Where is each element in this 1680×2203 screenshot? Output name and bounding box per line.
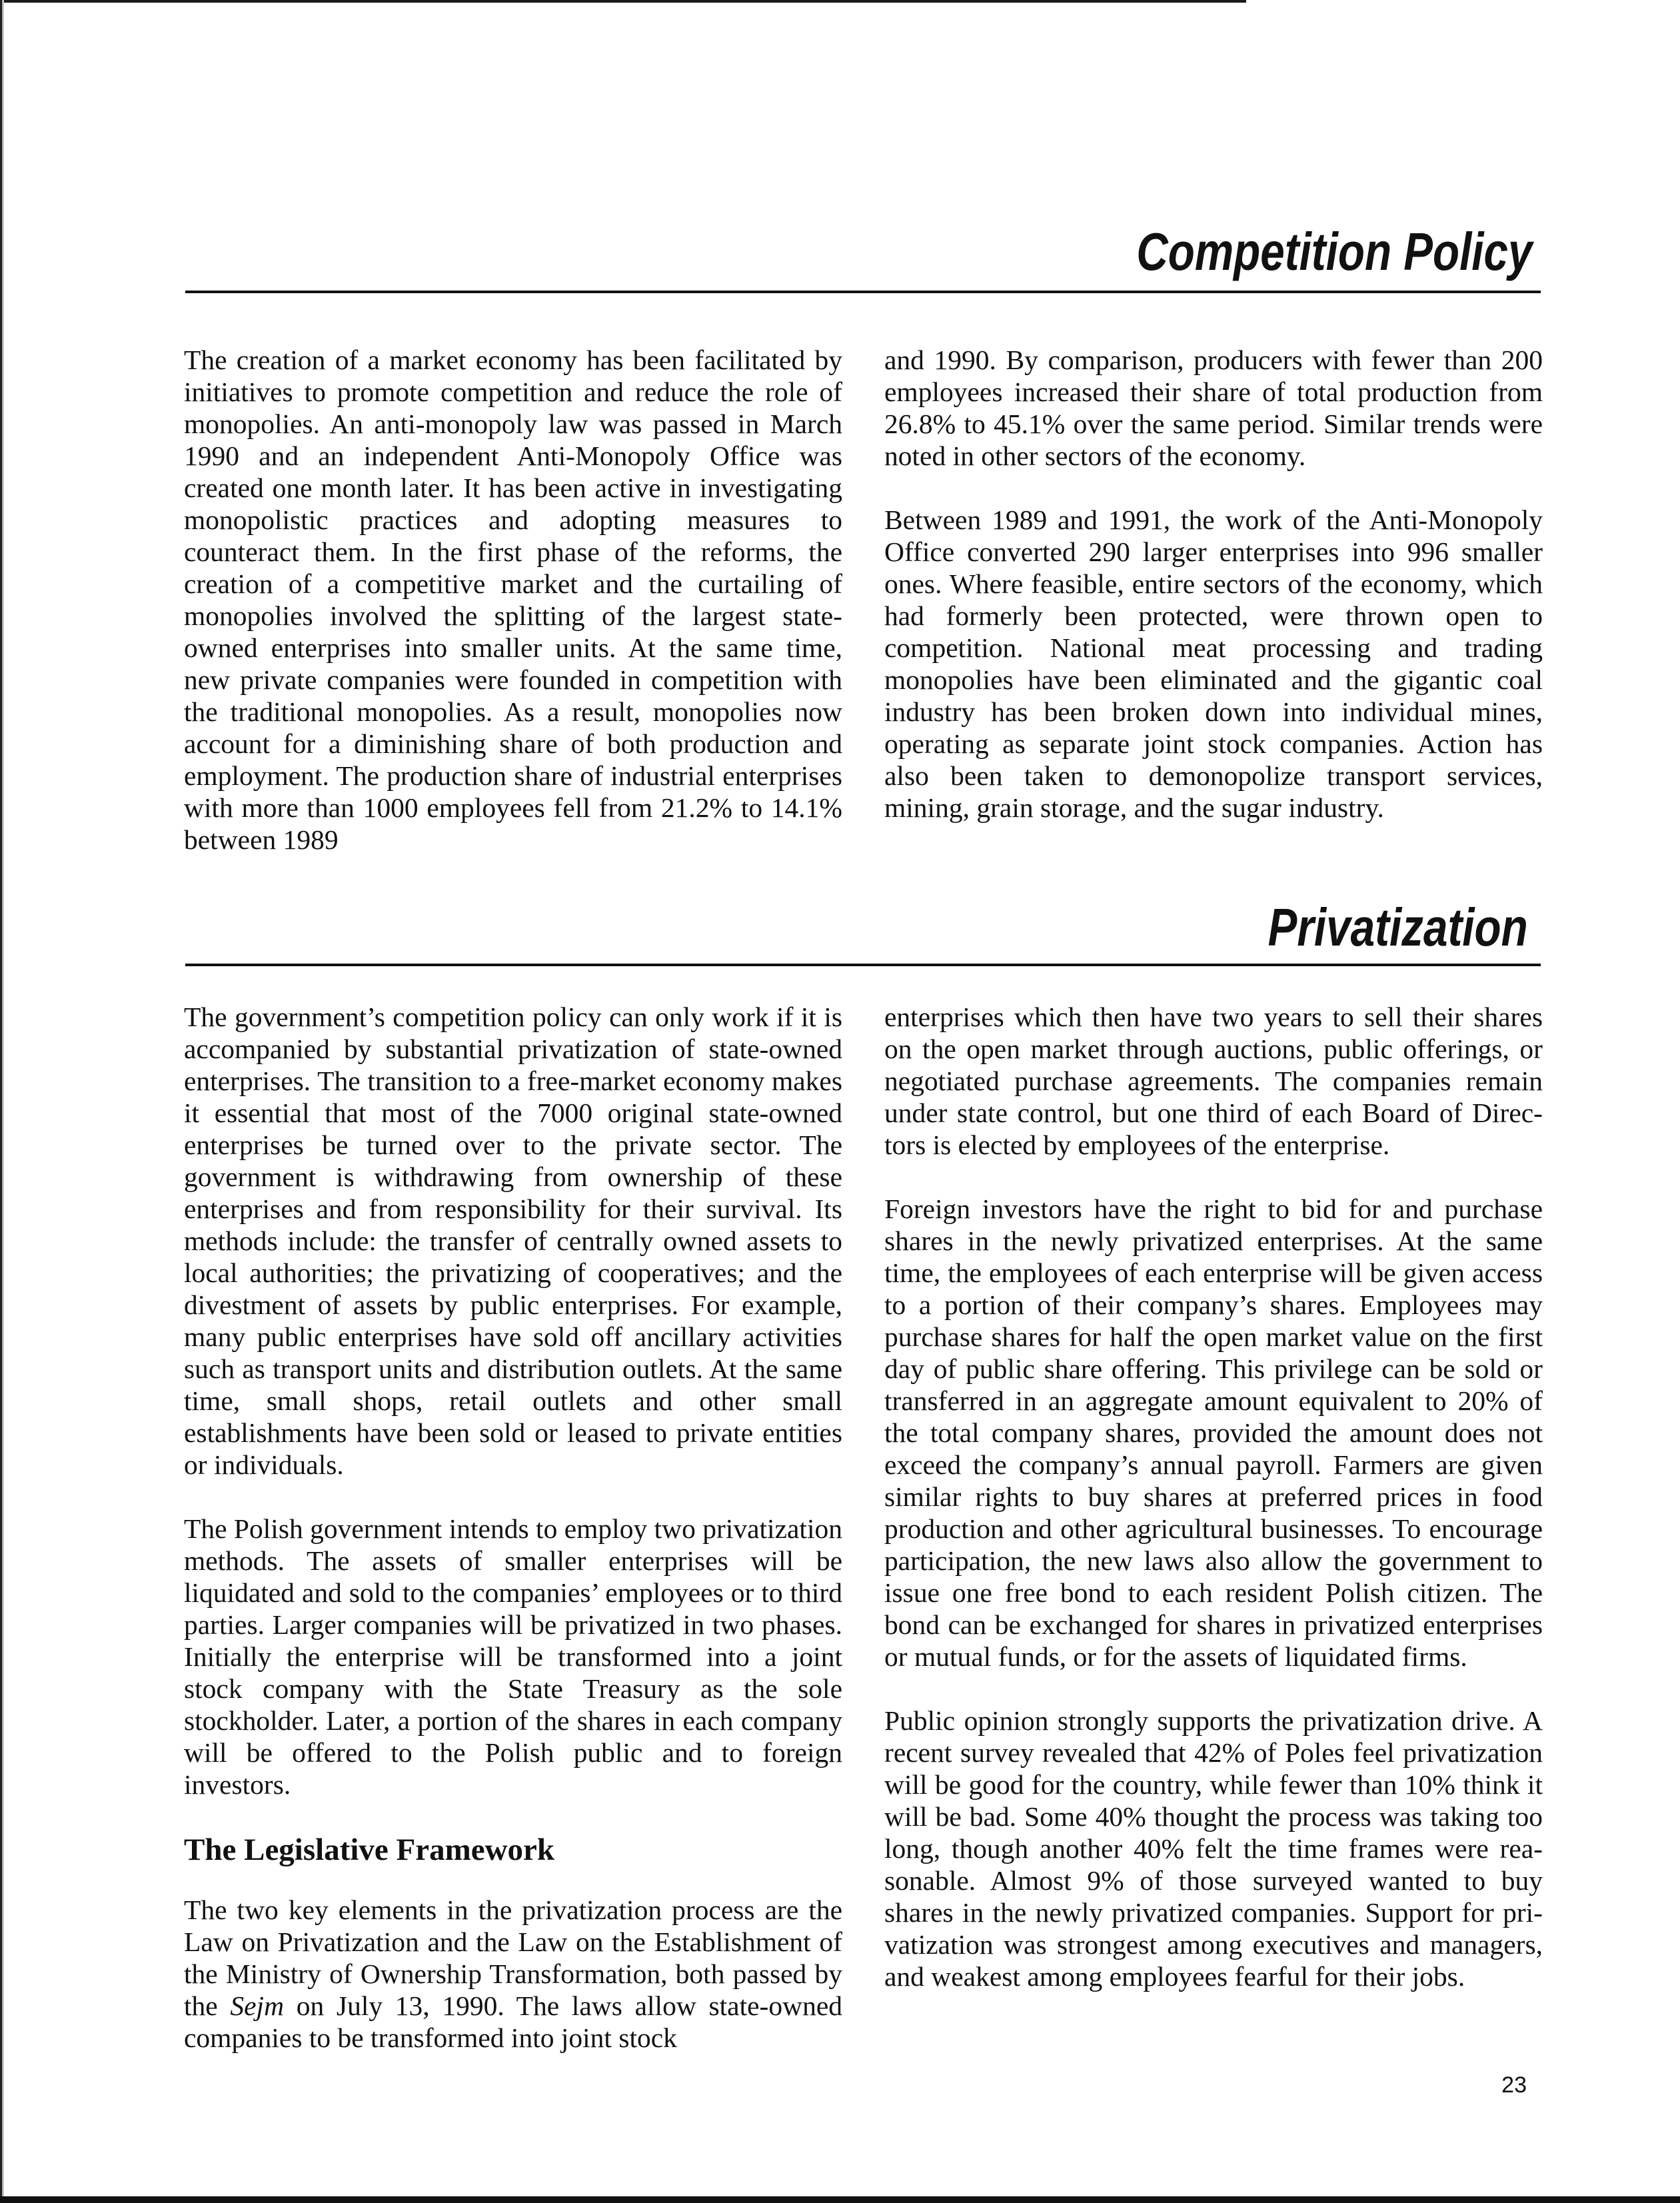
paragraph: The Polish government intends to employ two privatization methods. The assets of smaller enterprises will be liquidated and sold to the companies’ employees or to third parties. Larger companies will be privatized in two phases. Initially the enterprise will be transformed into a joint stock company with the State Treasury as the sole stockholder. Later, a portion of the shares in each company will be offered to the Polish public and to foreign investors. xyxy=(184,1513,842,1800)
paragraph: enterprises which then have two years to sell their shares on the open market through auctions, public offerings, or negotiated purchase agreements. The companies remain under state control, but one third of each Board of Directors is elected by employees of the enterprise. xyxy=(884,1002,1543,1160)
scan-bottom-edge xyxy=(0,2196,1680,2203)
scan-top-edge xyxy=(0,0,1246,3)
competition-policy-rule xyxy=(185,291,1541,293)
page-number: 23 xyxy=(1501,2072,1527,2098)
privatization-title: Privatization xyxy=(1267,898,1528,957)
privatization-left-column xyxy=(184,1001,842,2054)
paragraph: and 1990. By comparison, producers with fewer than 200 employees increased their share of total production from 26.8% to 45.1% over the same period. Similar trends were noted in other sectors of the economy. xyxy=(884,345,1543,471)
paragraph: Foreign investors have the right to bid for and purchase shares in the newly privatized enterprises. At the same time, the employees of each enterprise will be given access to a portion of their company’s shares. Employees may purchase shares for half the open market value on the first day of public share offering. This privilege can be sold or transferred in an aggregate amount equivalent to 20% of the total company shares, provided the amount does not exceed the company’s annual payroll. Farmers are given similar rights to buy shares at preferred prices in food production and other agricultural businesses. To encourage participation, the new laws also allow the government to issue one free bond to each resident Polish citizen. The bond can be exchanged for shares in privatized enterprises or mutual funds, or for the assets of liquidated firms. xyxy=(884,1193,1543,1672)
paragraph: The government’s competition policy can only work if it is accompanied by substantial privatization of state-owned enterprises. The transition to a free-market economy makes it essential that most of the 7000 original state-owned enterprises be turned over to the private sector. The government is withdrawing from ownership of these enterprises and from responsibility for their survival. Its methods include: the transfer of centrally owned assets to local authorities; the privatizing of cooperatives; and the divestment of assets by public enterprises. For example, many public enterprises have sold off ancillary activities such as transport units and distribution outlets. At the same time, small shops, retail outlets and other small establishments have been sold or leased to private entities or individuals. xyxy=(184,1002,842,1480)
legislative-framework-heading: The Legislative Framework xyxy=(184,1833,555,1867)
legislative-italic-term: Sejm xyxy=(230,1990,285,2021)
competition-right-column xyxy=(884,344,1543,824)
privatization-right-column xyxy=(884,1001,1543,1992)
privatization-rule xyxy=(185,964,1541,966)
paragraph: Public opinion strongly supports the privatization drive. A recent survey revealed that 42% of Poles feel privatization will be good for the country, while fewer than 10% think it will be bad. Some 40% thought the process was taking too long, though another 40% felt the time frames were reasonable. Almost 9% of those surveyed wanted to buy shares in the newly privatized companies. Support for privatization was strongest among executives and managers, and weakest among employees fearful for their jobs. xyxy=(884,1705,1543,1992)
paragraph: The creation of a market economy has been facilitated by initiatives to promote competition and reduce the role of monopolies. An anti-monopoly law was passed in March 1990 and an independent Anti-Monopoly Office was created one month later. It has been active in investigating monopolistic practices and adopting measures to counteract them. In the first phase of the reforms, the creation of a competitive market and the curtailing of monopolies involved the splitting of the largest state-owned enterprises into smaller units. At the same time, new private companies were founded in competition with the traditional monopolies. As a result, monopolies now account for a diminishing share of both production and employment. The production share of industrial enterprises with more than 1000 employees fell from 21.2% to 14.1% between 1989 xyxy=(184,345,842,855)
competition-left-column xyxy=(184,344,842,856)
legislative-text-end: on July 13, 1990. The laws allow state-owned companies to be transformed into joint stock xyxy=(184,1990,842,2053)
paragraph: Between 1989 and 1991, the work of the Anti-Monopoly Office converted 290 larger enterprises into 996 smaller ones. Where feasible, entire sectors of the economy, which had formerly been protected, were thrown open to competition. National meat processing and trading monopolies have been eliminated and the gigantic coal industry has been broken down into individual mines, operating as separate joint stock companies. Action has also been taken to demonopolize transport services, mining, grain storage, and the sugar industry. xyxy=(884,504,1543,823)
scan-left-edge xyxy=(0,0,4,2203)
competition-policy-title: Competition Policy xyxy=(1136,222,1532,281)
legislative-text-start: The two key elements in the privatization process are the Law on Privatization and the Law on the Establishment of the Ministry of Ownership Transformation, both passed by the xyxy=(184,1894,842,2021)
legislative-paragraph xyxy=(184,1894,842,2054)
